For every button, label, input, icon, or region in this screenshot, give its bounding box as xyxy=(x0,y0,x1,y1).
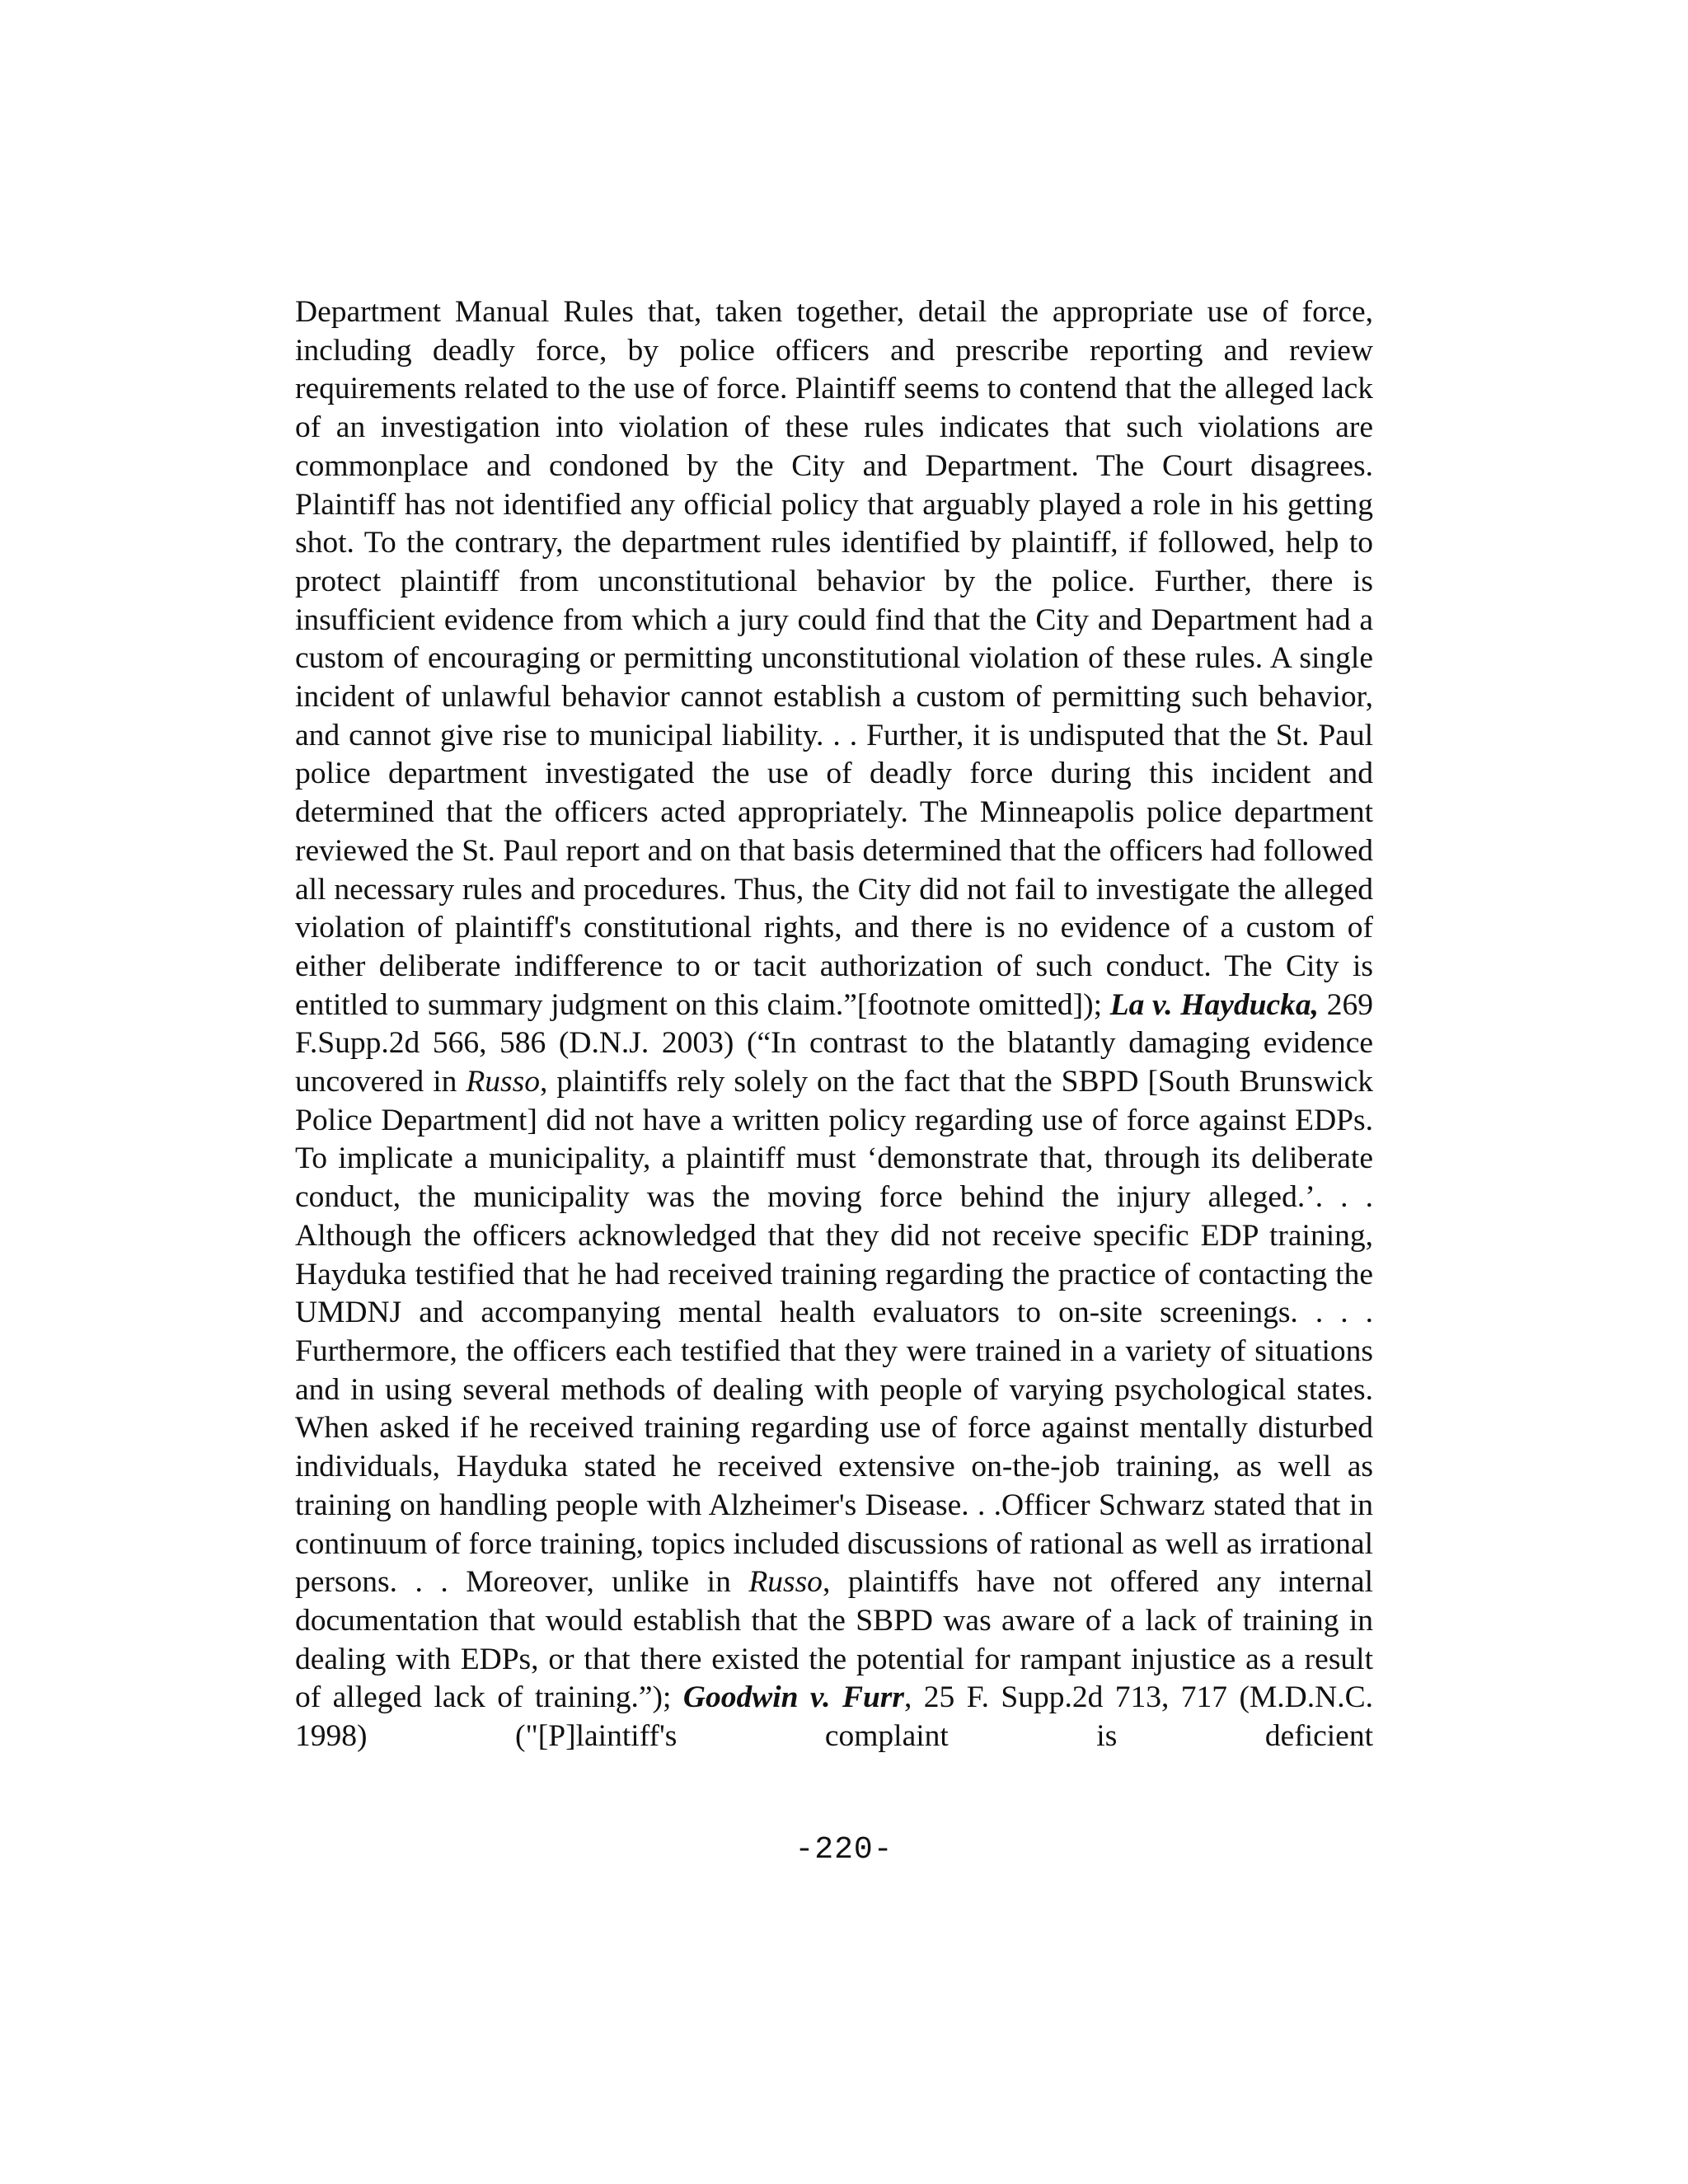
text-segment: , plaintiffs have not offered any internal documentation that would establish that the SBPD was aware of a lack of training in dealing with EDPs, or that there existed the potential for rampant injustice as a result of alleged lack of training.”); xyxy=(295,1565,1373,1715)
case-citation-goodwin-v-furr: Goodwin v. Furr xyxy=(682,1680,904,1715)
body-paragraph xyxy=(295,293,1373,1756)
case-reference-russo: Russo xyxy=(466,1065,540,1099)
text-segment: 269 F.Supp.2d 566, 586 (D.N.J. 2003) (“In contrast to the blatantly damaging evidence uncovered in xyxy=(295,987,1373,1099)
text-segment: , plaintiffs rely solely on the fact that the SBPD [South Brunswick Police Department] did not have a written policy regarding use of force against EDPs. To implicate a municipality, a plaintiff must ‘demonstrate that, through its deliberate conduct, the municipality was the moving force behind the injury alleged.’. . . Although the officers acknowledged that they did not receive specific EDP training, Hayduka testified that he had received training regarding the practice of contacting the UMDNJ and accompanying mental health evaluators to on-site screenings. . . . Furthermore, the officers each testified that they were trained in a variety of situations and in using several methods of dealing with people of varying psychological states. When asked if he received training regarding use of force against mentally disturbed individuals, Hayduka stated he received extensive on-the-job training, as well as training on handling people with Alzheimer's Disease. . .Officer Schwarz stated that in continuum of force training, topics included discussions of rational as well as irrational persons. . . Moreover, unlike in xyxy=(295,1065,1374,1600)
case-citation-la-v-hayducka: La v. Hayducka, xyxy=(1109,987,1320,1022)
case-reference-russo: Russo xyxy=(748,1565,823,1600)
page-number: -220- xyxy=(795,1832,893,1868)
text-segment: , 25 F. Supp.2d 713, 717 (M.D.N.C. 1998) ("[P]laintiff's complaint is deficient xyxy=(295,1680,1373,1754)
text-segment: Department Manual Rules that, taken together, detail the appropriate use of force, including deadly force, by police officers and prescribe reporting and review requirements related to the use of force. Plaintiff seems to contend that the alleged lack of an investigation into violation of these rules indicates that such violations are commonplace and condoned by the City and Department. The Court disagrees. Plaintiff has not identified any official policy that arguably played a role in his getting shot. To the contrary, the department rules identified by plaintiff, if followed, help to protect plaintiff from unconstitutional behavior by the police. Further, there is insufficient evidence from which a jury could find that the City and Department had a custom of encouraging or permitting unconstitutional violation of these rules. A single incident of unlawful behavior cannot establish a custom of permitting such behavior, and cannot give rise to municipal liability. . . Further, it is undisputed that the St. Paul police department investigated the use of deadly force during this incident and determined that the officers acted appropriately. The Minneapolis police department reviewed the St. Paul report and on that basis determined that the officers had followed all necessary rules and procedures. Thus, the City did not fail to investigate the alleged violation of plaintiff's constitutional rights, and there is no evidence of a custom of either deliberate indifference to or tacit authorization of such conduct. The City is entitled to summary judgment on this claim.”[footnote omitted]); xyxy=(295,295,1373,1022)
